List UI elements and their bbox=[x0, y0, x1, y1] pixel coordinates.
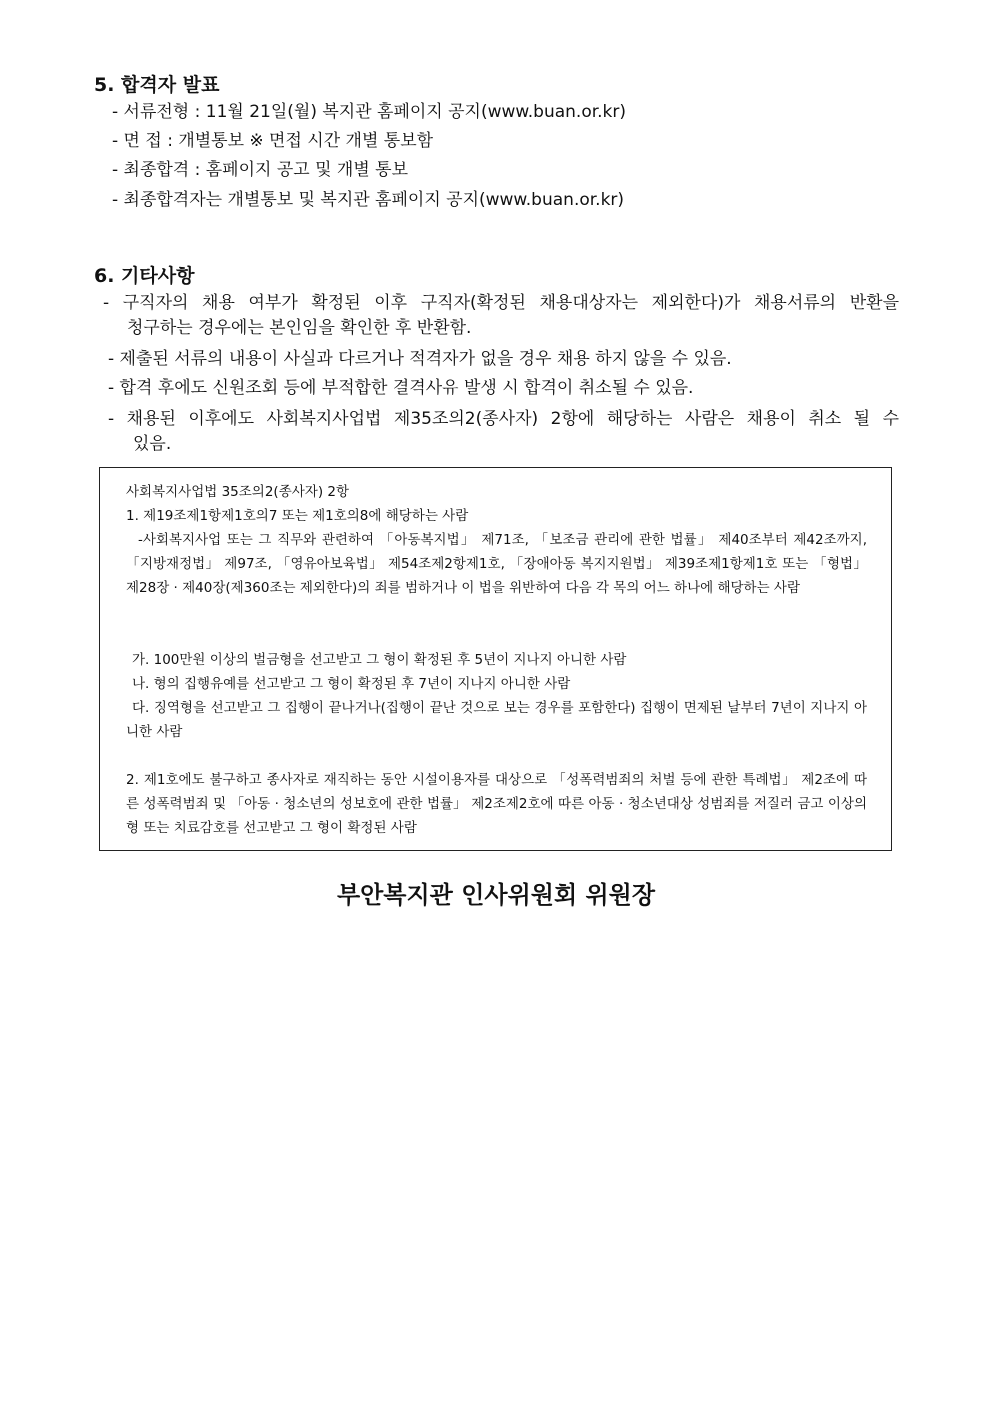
section6-item-2: - 제출된 서류의 내용이 사실과 다르거나 적격자가 없을 경우 채용 하지 않을 수 있음. bbox=[108, 349, 732, 369]
law-clause-2: 2. 제1호에도 불구하고 종사자로 재직하는 동안 시설이용자를 대상으로 「성폭력범죄의 처벌 등에 관한 특례법」 제2조에 따른 성폭력범죄 및 「아동 · 청소년의 성보호에 관한 법률」 제2조제2호에 따른 아동 · 청소년대상 성범죄를 저질러 금고 이상의 형 또는 치료감호를 선고받고 그 형이 확정된 사람 bbox=[126, 772, 867, 836]
law-clause-1: 1. 제19조제1항제1호의7 또는 제1호의8에 해당하는 사람 bbox=[126, 508, 469, 524]
section5-item: - 면 접 : 개별통보 ※ 면접 시간 개별 통보함 bbox=[112, 131, 434, 151]
section5-item: - 최종합격자는 개별통보 및 복지관 홈페이지 공지(www.buan.or.kr) bbox=[112, 190, 625, 210]
law-sub-item-ga: 가. 100만원 이상의 벌금형을 선고받고 그 형이 확정된 후 5년이 지나지 아니한 사람 bbox=[132, 652, 627, 668]
signature-title: 부안복지관 인사위원회 위원장 bbox=[336, 881, 656, 909]
section6-item-3: - 합격 후에도 신원조회 등에 부적합한 결격사유 발생 시 합격이 취소될 수 있음. bbox=[108, 378, 694, 398]
section6-item-1-line2: 청구하는 경우에는 본인임을 확인한 후 반환함. bbox=[127, 318, 472, 338]
section6-item-4-line2: 있음. bbox=[133, 434, 172, 454]
law-clause-1-body: -사회복지사업 또는 그 직무와 관련하여 「아동복지법」 제71조, 「보조금 관리에 관한 법률」 제40조부터 제42조까지, 「지방재정법」 제97조, 「영유아보육법」 제54조제2항제1호, 「장애아동 복지지원법」 제39조제1항제1호 또는 「형법」 제28장 · 제40장(제360조는 제외한다)의 죄를 범하거나 이 법을 위반하여 다음 각 목의 어느 하나에 해당하는 사람 bbox=[126, 532, 867, 596]
law-sub-item-na: 나. 형의 집행유예를 선고받고 그 형이 확정된 후 7년이 지나지 아니한 사람 bbox=[132, 676, 571, 692]
section5-item: - 서류전형 : 11월 21일(월) 복지관 홈페이지 공지(www.buan.or.kr) bbox=[112, 102, 627, 122]
law-box-title: 사회복지사업법 35조의2(종사자) 2항 bbox=[126, 484, 350, 500]
section6-heading: 6. 기타사항 bbox=[94, 265, 195, 287]
law-sub-item-da: 다. 징역형을 선고받고 그 집행이 끝나거나(집행이 끝난 것으로 보는 경우를 포함한다) 집행이 면제된 날부터 7년이 지나지 아니한 사람 bbox=[126, 700, 867, 740]
section5-item: - 최종합격 : 홈페이지 공고 및 개별 통보 bbox=[112, 160, 409, 180]
section6-item-1-line1: - 구직자의 채용 여부가 확정된 이후 구직자(확정된 채용대상자는 제외한다)가 채용서류의 반환을 bbox=[103, 293, 899, 313]
section6-item-4-line1: - 채용된 이후에도 사회복지사업법 제35조의2(종사자) 2항에 해당하는 사람은 채용이 취소 될 수 bbox=[108, 409, 899, 429]
law-excerpt-box bbox=[99, 467, 892, 851]
section5-heading: 5. 합격자 발표 bbox=[94, 74, 220, 96]
